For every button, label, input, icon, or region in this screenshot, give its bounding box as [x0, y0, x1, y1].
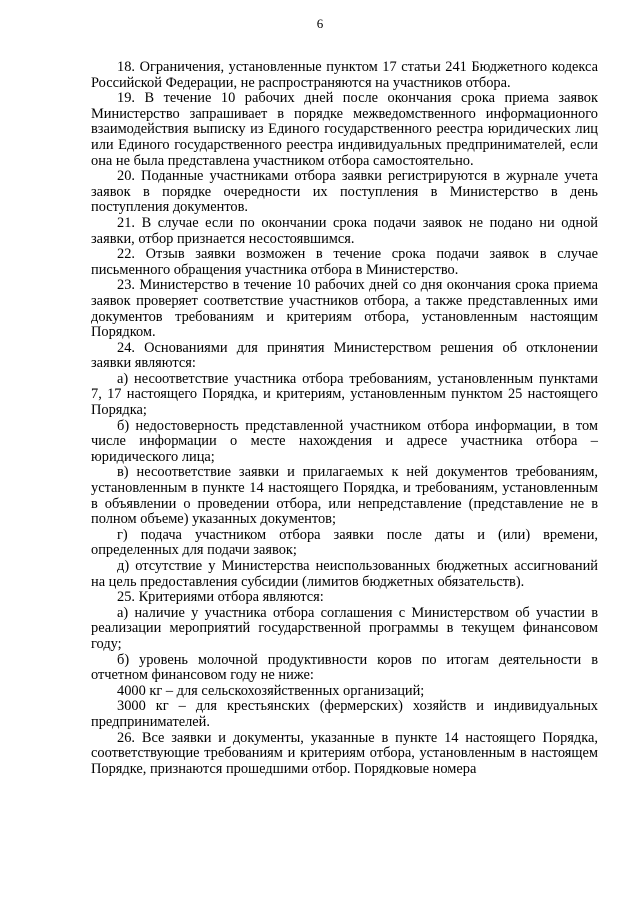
- paragraph-26: 26. Все заявки и документы, указанные в пункте 14 настоящего Порядка, соответствующие требованиям и критериям отбора, установленным в настоящем Порядке, признаются прошедшими отбор. Порядковые номера: [91, 729, 598, 777]
- document-body: [91, 60, 598, 777]
- paragraph-24: 24. Основаниями для принятия Министерством решения об отклонении заявки являются:: [91, 339, 598, 372]
- paragraph-25-b: б) уровень молочной продуктивности коров по итогам деятельности в отчетном финансовом году не ниже:: [91, 651, 598, 684]
- paragraph-25-a: а) наличие у участника отбора соглашения с Министерством об участии в реализации мероприятий государственной программы в текущем финансовом году;: [91, 604, 598, 652]
- paragraph-24-d: д) отсутствие у Министерства неиспользованных бюджетных ассигнований на цель предоставления субсидии (лимитов бюджетных обязательств).: [91, 558, 598, 590]
- paragraph-20: 20. Поданные участниками отбора заявки регистрируются в журнале учета заявок в порядке очередности их поступления в Министерство в день поступления документов.: [91, 168, 598, 216]
- paragraph-24-g: г) подача участником отбора заявки после даты и (или) времени, определенных для подачи заявок;: [91, 526, 598, 559]
- paragraph-21: 21. В случае если по окончании срока подачи заявок не подано ни одной заявки, отбор признается несостоявшимся.: [91, 214, 598, 247]
- paragraph-19: 19. В течение 10 рабочих дней после окончания срока приема заявок Министерство запрашивает в порядке межведомственного информационного взаимодействия выписку из Единого государственного реестра юридических лиц или Единого государственного реестра индивидуальных предпринимателей, если она не была представлена участником отбора самостоятельно.: [91, 90, 598, 169]
- page-number: 6: [316, 16, 324, 31]
- paragraph-24-a: а) несоответствие участника отбора требованиям, установленным пунктами 7, 17 настоящего Порядка, и критериям, установленным пунктом 25 настоящего Порядка;: [91, 370, 598, 419]
- paragraph-24-v: в) несоответствие заявки и прилагаемых к ней документов требованиям, установленным в пункте 14 настоящего Порядка, и требованиям, установленным в объявлении о проведении отбора, или непредставление (представление не в полном объеме) указанных документов;: [91, 464, 598, 528]
- paragraph-25-b-2: 3000 кг – для крестьянских (фермерских) хозяйств и индивидуальных предпринимателей.: [91, 698, 598, 730]
- paragraph-24-b: б) недостоверность представленной участником отбора информации, в том числе информации о месте нахождения и адресе участника отбора – юридического лица;: [91, 417, 598, 465]
- paragraph-22: 22. Отзыв заявки возможен в течение срока подачи заявок в случае письменного обращения участника отбора в Министерство.: [91, 246, 598, 278]
- paragraph-25: 25. Критериями отбора являются:: [117, 589, 324, 606]
- paragraph-18: 18. Ограничения, установленные пунктом 17 статьи 241 Бюджетного кодекса Российской Федерации, не распространяются на участников отбора.: [91, 59, 598, 91]
- paragraph-23: 23. Министерство в течение 10 рабочих дней со дня окончания срока приема заявок проверяет соответствие участников отбора, а также представленных ими документов требованиям и критериям отбора, установленным настоящим Порядком.: [91, 277, 598, 341]
- paragraph-25-b-1: 4000 кг – для сельскохозяйственных организаций;: [117, 682, 425, 699]
